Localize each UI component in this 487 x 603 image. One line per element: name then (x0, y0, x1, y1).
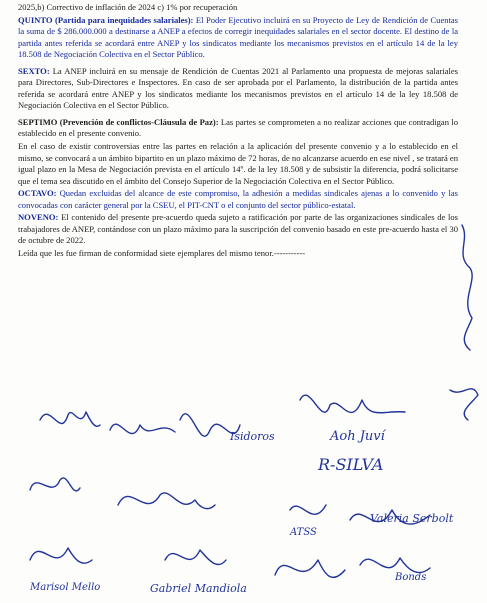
signature-1 (40, 412, 100, 426)
clause-noveno-heading: NOVENO: (18, 212, 59, 223)
signature-margin-1 (462, 225, 472, 350)
clause-noveno-body: El contenido del presente pre-acuerdo queda sujeto a ratificación por parte de las organizaciones sindicales de los trabajadores de ANEP, contándose con un plazo máximo para la suscripción del convenio basado en este pre-acuerdo hasta el 30 de octubre de 2022. (18, 212, 458, 246)
signature-name-bonds: Bonds (395, 572, 427, 583)
signature-10 (165, 550, 226, 565)
line-top: 2025,b) Correctivo de inflación de 2024 c) 1% por recuperación (18, 2, 238, 12)
clause-octavo-body: Quedan excluidas del alcance de este compromiso, la adhesión a medidas sindicales ajenas a lo convenido y las convocadas con carácter general por la CSEU, el PIT-CNT o el conjunto del sector público-estatal. (18, 188, 458, 210)
signature-margin-2 (450, 389, 478, 420)
clause-septimo-heading: SEPTIMO (Prevención de conflictos-Cláusula de Paz): (18, 116, 219, 127)
clause-quinto-heading: QUINTO (Partida para inequidades salariales): (18, 14, 194, 25)
signature-name-mandiola: Gabriel Mandiola (150, 582, 247, 595)
clause-quinto (18, 15, 458, 61)
signature-name-atss: ATSS (290, 527, 317, 538)
clause-sexto-body: La ANEP incluirá en su mensaje de Rendición de Cuentas 2021 al Parlamento una propuesta de mejoras salariales para Directores, Sub-Directores e Inspectores. En caso de ser aprobada por el Parlamento, la distribución de la partida antes referida se acordará entre ANEP y los sindicatos mediante los mecanismos previstos en el artículo 14 de la ley 18.508 de Negociación Colectiva en el Sector Público. (18, 65, 458, 111)
signature-12 (360, 558, 430, 573)
signature-2 (110, 424, 175, 433)
signature-name-valeria: Valeria Serbolt (370, 512, 454, 525)
signature-9 (30, 548, 92, 563)
signature-6 (118, 493, 215, 509)
clause-octavo-heading: OCTAVO: (18, 188, 57, 199)
closing-line: Leída que les fue firman de conformidad siete ejemplares del mismo tenor.----------- (18, 247, 306, 258)
document-body (18, 2, 458, 264)
clause-octavo (18, 188, 458, 211)
signature-8 (350, 510, 430, 524)
signature-4 (300, 395, 405, 413)
clause-sexto (18, 66, 458, 112)
signature-7 (290, 505, 326, 514)
clause-septimo-body: Las partes se comprometen a no realizar acciones que contradigan lo establecido en el presente convenio. (18, 116, 458, 139)
clause-sexto-heading: SEXTO: (18, 65, 50, 76)
signature-5 (30, 478, 80, 491)
signature-name-marisol: Marisol Mello (30, 582, 101, 593)
clause-septimo (18, 117, 458, 140)
clause-quinto-body: El Poder Ejecutivo incluirá en su Proyecto de Ley de Rendición de Cuentas la suma de $ 286.000.000 a destinarse a ANEP a efectos de corregir inequidades salariales en el sector docente. El destino de la partida antes referida se acordará entre ANEP y los sindicatos mediante los mecanismos previstos en el artículo 14 de la ley 18.508 de Negociación Colectiva en el Sector Público. (18, 14, 458, 60)
signature-name-rsilva: R-SILVA (318, 455, 384, 474)
clause-noveno (18, 212, 458, 247)
signature-name-isidoros: Isidoros (230, 430, 275, 443)
clause-septimo-body2: En el caso de existir controversias entre las partes en relación a la aplicación del presente convenio y a lo establecido en el mismo, se convocará a un ámbito bipartito en un plazo máximo de 72 horas, de no alcanzarse acuerdo en ese nivel , se tratará en igual plazo en la Mesa de Negociación prevista en el artículo 14º. de la ley 18.508 y de subsistir la diferencia, podrá solicitarse que el tema sea discutido en el ámbito del Consejo Superior de la Negociación Colectiva en el Sector Público. (18, 141, 458, 186)
signature-3 (180, 414, 240, 436)
signature-name-aohjuvi: Aoh Juví (330, 429, 385, 444)
signature-11 (275, 560, 345, 577)
